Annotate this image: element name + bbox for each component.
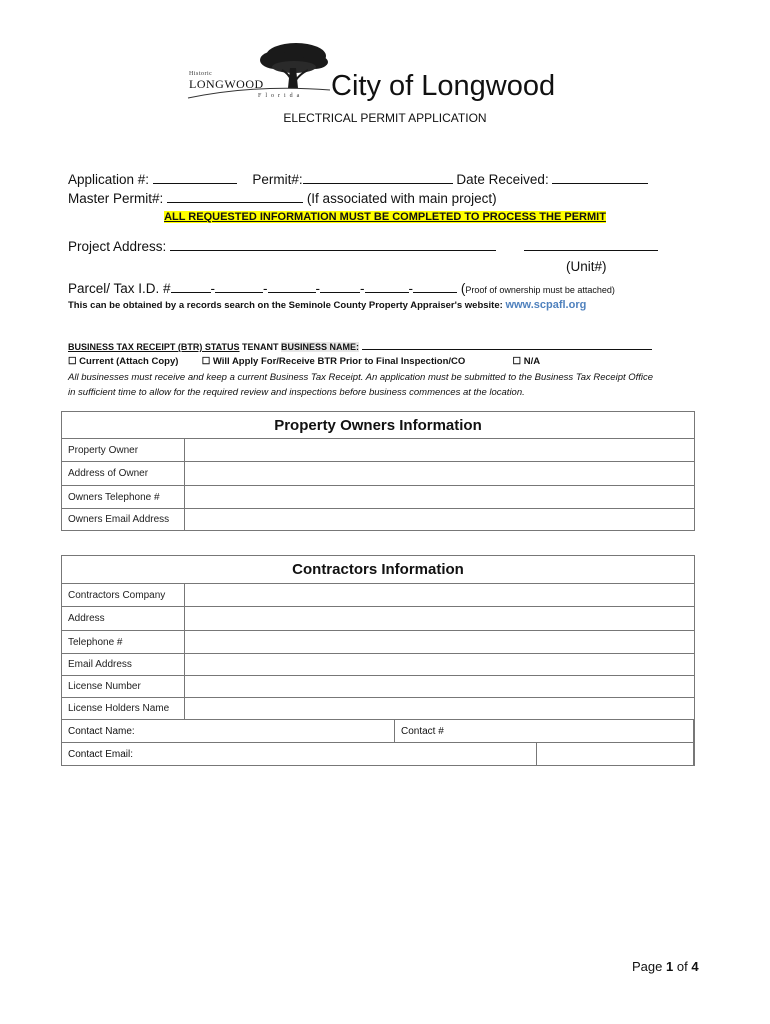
- contractor-row-label: License Holders Name: [62, 698, 185, 720]
- application-label: Application #:: [68, 172, 150, 187]
- parcel-part-4[interactable]: [320, 280, 360, 293]
- parcel-part-3[interactable]: [268, 280, 316, 293]
- logo-florida-text: Florida: [258, 93, 304, 99]
- records-note: This can be obtained by a records search on the Seminole County Property Appraiser's website:: [68, 300, 503, 311]
- master-permit-note: (If associated with main project): [306, 191, 497, 206]
- property-owners-table: [61, 411, 695, 531]
- owner-telephone-field[interactable]: [185, 486, 695, 509]
- master-permit-line: [68, 190, 497, 206]
- parcel-line: Parcel/ Tax I.D. # - - - - - (Proof of ownership must be attached): [68, 281, 615, 296]
- btr-status-label: BUSINESS TAX RECEIPT (BTR) STATUS: [68, 342, 240, 352]
- contractor-company-field[interactable]: [185, 584, 695, 607]
- contractor-row-label: Contractors Company: [62, 584, 185, 607]
- date-received-field[interactable]: [552, 171, 648, 184]
- owner-row-label: Address of Owner: [62, 462, 185, 486]
- page-number: Page 1 of 4: [632, 959, 699, 974]
- logo-historic-text: Historic: [189, 71, 213, 77]
- contractor-telephone-field[interactable]: [185, 631, 695, 654]
- btr-note-line-1: All businesses must receive and keep a current Business Tax Receipt. An application must be submitted to the Business Tax Receipt Office: [68, 372, 654, 383]
- license-holder-field[interactable]: [185, 698, 695, 720]
- license-number-field[interactable]: [185, 676, 695, 698]
- logo-longwood-text: LONGWOOD: [189, 77, 264, 91]
- owner-address-field[interactable]: [185, 462, 695, 486]
- contractor-row-label: Telephone #: [62, 631, 185, 654]
- parcel-part-1[interactable]: [171, 280, 211, 293]
- contact-number-label: Contact #: [394, 720, 444, 742]
- property-owners-title: Property Owners Information: [62, 412, 695, 439]
- btr-tenant-label: TENANT: [239, 342, 282, 352]
- parcel-part-6[interactable]: [413, 280, 457, 293]
- owner-row-label: Owners Email Address: [62, 509, 185, 531]
- contact-email-extra-cell[interactable]: [536, 743, 693, 765]
- btr-line: [68, 340, 652, 352]
- contractor-row-label: License Number: [62, 676, 185, 698]
- owner-email-field[interactable]: [185, 509, 695, 531]
- option-will-apply-label: Will Apply For/Receive BTR Prior to Final Inspection/CO: [212, 356, 466, 367]
- application-number-field[interactable]: [153, 171, 237, 184]
- project-address-label: Project Address:: [68, 239, 167, 254]
- contact-email-cell[interactable]: [62, 743, 694, 766]
- owner-row-label: Owners Telephone #: [62, 486, 185, 509]
- parcel-part-2[interactable]: [215, 280, 263, 293]
- parcel-part-5[interactable]: [365, 280, 409, 293]
- project-address-field[interactable]: [170, 238, 496, 251]
- checkbox-na[interactable]: ☐: [512, 356, 522, 367]
- btr-note-line-2: in sufficient time to allow for the required review and inspections before business commences at the location.: [68, 387, 525, 398]
- property-owner-field[interactable]: [185, 439, 695, 462]
- contractor-row-label: Email Address: [62, 654, 185, 676]
- option-na-label: N/A: [523, 356, 541, 367]
- proof-note: Proof of ownership must be attached): [465, 285, 615, 295]
- master-permit-field[interactable]: [167, 190, 303, 203]
- website-link[interactable]: www.scpafl.org: [505, 299, 587, 311]
- contractor-address-field[interactable]: [185, 607, 695, 631]
- application-line: [68, 171, 648, 187]
- master-permit-label: Master Permit#:: [68, 191, 164, 206]
- proof-open-paren: (: [460, 281, 466, 296]
- permit-label: Permit#:: [252, 172, 303, 187]
- form-title: ELECTRICAL PERMIT APPLICATION: [283, 111, 487, 125]
- unit-label: (Unit#): [566, 259, 607, 274]
- permit-number-field[interactable]: [303, 171, 453, 184]
- contractor-email-field[interactable]: [185, 654, 695, 676]
- city-title: City of Longwood: [331, 70, 556, 102]
- contractors-title: Contractors Information: [62, 556, 695, 584]
- checkbox-current[interactable]: ☐: [68, 356, 77, 367]
- contact-name-cell[interactable]: [62, 720, 694, 743]
- records-line: [68, 299, 586, 311]
- btr-business-name-label: BUSINESS NAME:: [281, 342, 360, 352]
- contractors-table: [61, 555, 695, 766]
- btr-options: [68, 356, 540, 367]
- required-notice: ALL REQUESTED INFORMATION MUST BE COMPLETED TO PROCESS THE PERMIT: [164, 211, 606, 223]
- option-current-label: Current (Attach Copy): [79, 356, 179, 367]
- parcel-label: Parcel/ Tax I.D. #: [68, 281, 171, 296]
- owner-row-label: Property Owner: [62, 439, 185, 462]
- contact-email-label: Contact Email:: [68, 748, 134, 760]
- business-name-field[interactable]: [362, 340, 652, 350]
- contractor-row-label: Address: [62, 607, 185, 631]
- contact-name-label: Contact Name:: [68, 725, 135, 737]
- project-address-line: [68, 238, 658, 254]
- unit-number-field[interactable]: [524, 238, 658, 251]
- date-received-label: Date Received:: [456, 172, 549, 187]
- checkbox-will-apply[interactable]: ☐: [201, 356, 211, 367]
